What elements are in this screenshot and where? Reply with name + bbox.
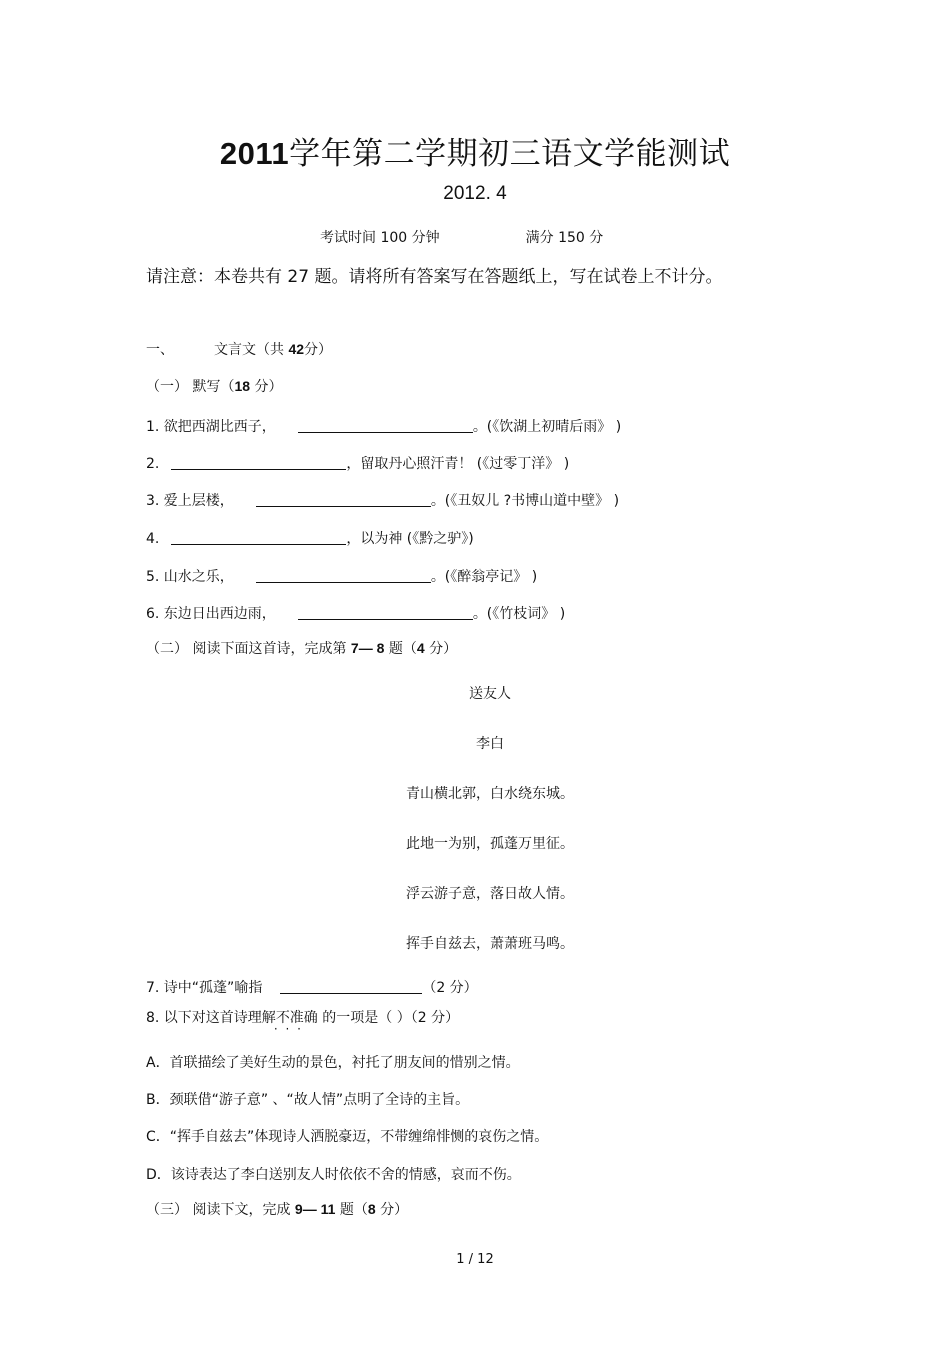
poem-line: 青山横北郭，白水绕东城。 bbox=[406, 786, 574, 802]
emphasis-text: 不准确 · · · bbox=[276, 1010, 318, 1026]
fill-item-prompt: 3. 爱上层楼， bbox=[146, 493, 234, 509]
part-three-range: 9— 11 bbox=[294, 1201, 336, 1217]
option-c: C．“挥手自兹去”体现诗人洒脱豪迈，不带缠绵悱恻的哀伤之情。 bbox=[146, 1129, 549, 1145]
fill-item-prompt: 5. 山水之乐， bbox=[146, 569, 234, 585]
page-title bbox=[0, 128, 950, 173]
exam-time: 考试时间 100 分钟 bbox=[320, 230, 440, 246]
answer-blank[interactable] bbox=[256, 492, 431, 507]
question-8 bbox=[146, 1007, 459, 1027]
fill-item bbox=[146, 566, 537, 586]
fill-item bbox=[146, 416, 621, 436]
answer-blank[interactable] bbox=[298, 605, 473, 620]
fill-item-prompt: 4. bbox=[146, 531, 160, 547]
fill-item bbox=[146, 603, 565, 623]
option-d: D．该诗表达了李白送别友人时依依不舍的情感，哀而不伤。 bbox=[146, 1167, 521, 1183]
section-number: 一、 bbox=[146, 342, 174, 358]
section-label: 文言文（共 bbox=[214, 342, 284, 358]
section-heading bbox=[146, 339, 332, 359]
fill-item bbox=[146, 490, 619, 510]
fill-item-source: 。(《饮湖上初晴后雨》 ) bbox=[472, 419, 622, 435]
fill-item-source: 。(《丑奴儿 ?书博山道中壁》 ) bbox=[430, 493, 620, 509]
part-three-mid: 题（ bbox=[339, 1202, 368, 1218]
answer-blank[interactable] bbox=[171, 455, 346, 470]
question-7-points: （2 分） bbox=[422, 980, 478, 996]
part-one-label: （一） 默写（ bbox=[146, 379, 235, 395]
exam-meta bbox=[320, 227, 603, 247]
exam-score: 满分 150 分 bbox=[525, 230, 604, 246]
option-b: B．颈联借“游子意” 、“故人情”点明了全诗的主旨。 bbox=[146, 1092, 470, 1108]
part-three-tail: 分） bbox=[380, 1202, 409, 1218]
part-two-tail: 分） bbox=[429, 641, 458, 657]
fill-item-source: ，留取丹心照汗青！ (《过零丁洋》 ) bbox=[346, 456, 570, 472]
fill-item-prompt: 1. 欲把西湖比西子， bbox=[146, 419, 276, 435]
fill-item-source: ，以为神 (《黔之驴》) bbox=[346, 531, 474, 547]
question-7 bbox=[146, 977, 478, 997]
fill-item bbox=[146, 528, 474, 548]
notice: 请注意：本卷共有 27 题。请将所有答案写在答题纸上，写在试卷上不计分。 bbox=[146, 267, 723, 287]
part-two-heading bbox=[146, 638, 457, 658]
fill-item bbox=[146, 453, 569, 473]
part-one-points: 18 bbox=[234, 378, 251, 394]
page-number: 1 / 12 bbox=[456, 1252, 494, 1267]
part-three-label: （三） 阅读下文，完成 bbox=[146, 1202, 291, 1218]
poem-line: 挥手自兹去，萧萧班马鸣。 bbox=[406, 936, 574, 952]
title-year: 2011 bbox=[219, 136, 290, 171]
section-points: 42 bbox=[288, 341, 305, 357]
fill-item-prompt: 2. bbox=[146, 456, 160, 472]
poem-author: 李白 bbox=[476, 736, 504, 752]
part-two-label: （二） 阅读下面这首诗，完成第 bbox=[146, 641, 347, 657]
fill-item-source: 。(《醉翁亭记》 ) bbox=[430, 569, 538, 585]
question-8-tail: 的一项是（ ）（2 分） bbox=[322, 1010, 460, 1026]
question-8-prompt: 8. 以下对这首诗理解 bbox=[146, 1010, 276, 1026]
answer-blank[interactable] bbox=[280, 979, 422, 994]
part-one-tail: 分） bbox=[254, 379, 283, 395]
answer-blank[interactable] bbox=[298, 418, 473, 433]
option-a: A．首联描绘了美好生动的景色，衬托了朋友间的惜别之情。 bbox=[146, 1055, 520, 1071]
part-one-heading bbox=[146, 376, 282, 396]
poem-line: 浮云游子意，落日故人情。 bbox=[406, 886, 574, 902]
part-two-range: 7— 8 bbox=[350, 640, 385, 656]
section-tail: 分） bbox=[304, 342, 333, 358]
fill-item-prompt: 6. 东边日出西边雨， bbox=[146, 606, 276, 622]
part-two-mid: 题（ bbox=[388, 641, 417, 657]
poem-line: 此地一为别，孤蓬万里征。 bbox=[406, 836, 574, 852]
exam-date: 2012. 4 bbox=[443, 183, 507, 204]
answer-blank[interactable] bbox=[171, 530, 346, 545]
part-two-points: 4 bbox=[416, 640, 425, 656]
part-three-points: 8 bbox=[367, 1201, 376, 1217]
question-7-prompt: 7. 诗中“孤蓬”喻指 bbox=[146, 980, 263, 996]
fill-item-source: 。(《竹枝词》 ) bbox=[472, 606, 566, 622]
title-text: 学年第二学期初三语文学能测试 bbox=[289, 136, 731, 172]
poem-title: 送友人 bbox=[469, 686, 511, 702]
part-three-heading bbox=[146, 1199, 408, 1219]
answer-blank[interactable] bbox=[256, 568, 431, 583]
